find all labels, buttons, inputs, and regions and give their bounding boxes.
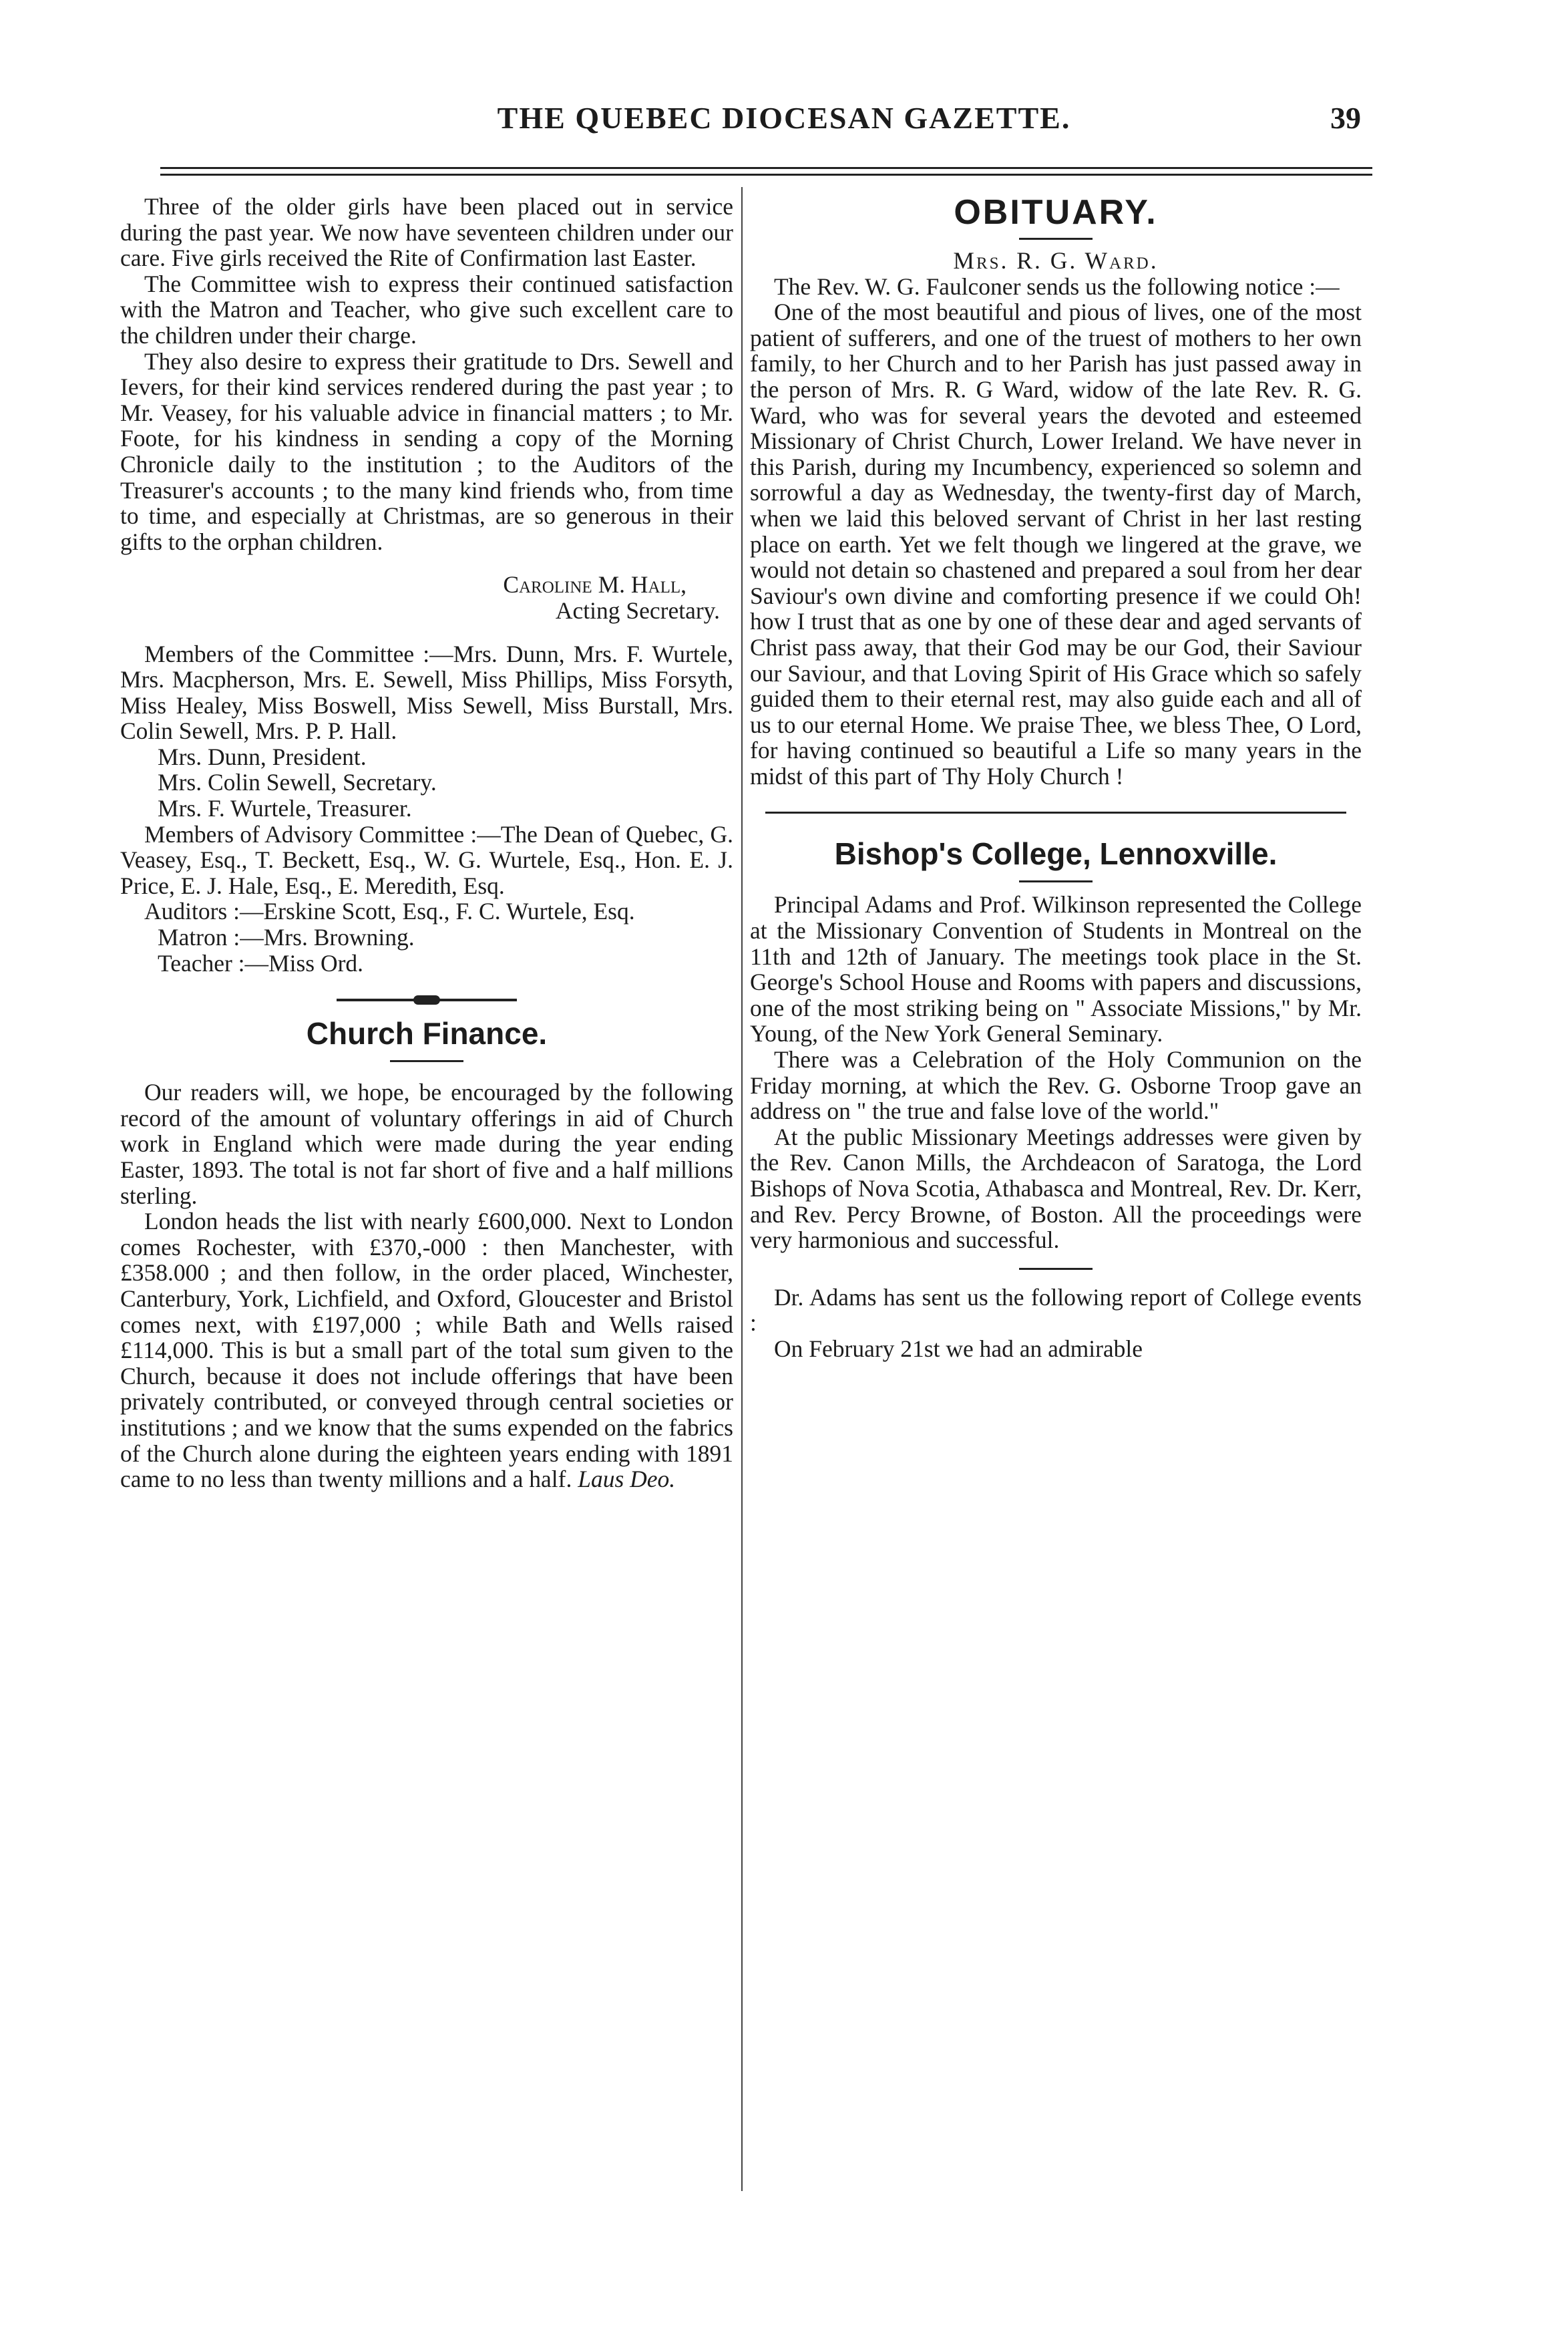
ornamental-rule [337,999,517,1001]
right-column [750,194,1362,1362]
section-rule [390,1060,463,1062]
section-divider [765,812,1346,814]
committee-treasurer: Mrs. F. Wurtele, Treasurer. [158,795,412,822]
college-paragraph-4: Dr. Adams has sent us the following report of College events : [750,1283,1362,1337]
obituary-rule [1019,238,1093,240]
finance-paragraph-2-text: London heads the list with nearly £600,000. Next to London comes Rochester, with £370,-000 : then Manchester, with £358.000 ; and then follow, in the order placed, Winchester, Canterbury, York, Lichfield, and Oxford, Gloucester and Bristol comes next, with £197,000 ; while Bath and Wells raised £114,000. This is but a small part of the total sum given to the Church, because it does not include offerings that have been privately contributed, or conveyed through central societies or institutions ; and we know that the sums expended on the fabrics of the Church alone during the eighteen years ending with 1891 came to no less than twenty millions and a half. [120,1208,733,1493]
laus-deo: Laus Deo. [578,1466,676,1493]
orphanage-paragraph-3: They also desire to express their gratitude to Drs. Sewell and Ievers, for their kind services rendered during the past year ; to Mr. Veasey, for his valuable advice in financial matters ; to Mr. Foote, for his kindness in sending a copy of the Morning Chronicle daily to the institution ; to the Auditors of the Treasurer's accounts ; to the many kind friends who, from time to time, and especially at Christmas, are so generous in their gifts to the orphan children. [120,347,733,555]
college-rule [1019,880,1093,882]
auditors: Auditors :—Erskine Scott, Esq., F. C. Wurtele, Esq. [144,898,635,925]
obituary-notice: One of the most beautiful and pious of lives, one of the most patient of sufferers, and one of the truest of mothers to her own family, to her Church and to her Parish has just passed away in the person of Mrs. R. G Ward, widow of the late Rev. R. G. Ward, who was for several years the devoted and esteemed Missionary of Christ Church, Lower Ireland. We have never in this Parish, during my Incumbency, experienced so solemn and sorrowful a day as Wednesday, the twenty-first day of March, when we laid this beloved servant of Christ in her last resting place on earth. Yet we felt though we lingered at the grave, we would not detain so chastened and prepared a soul from her dear Saviour's own divine and comforting presence if we could Oh! how I trust that as one by one of these dear and aged servants of Christ pass away, that their God may be our God, their Saviour our Saviour, and that Loving Spirit of His Grace which so safely guided them to their eternal rest, may also guide each and all of us to our eternal Home. We praise Thee, we bless Thee, O Lord, for having continued so beautiful a Life so many years in the midst of this part of Thy Holy Church ! [750,299,1362,790]
obituary-intro: The Rev. W. G. Faulconer sends us the following notice :— [774,273,1340,300]
committee-members: Members of the Committee :—Mrs. Dunn, Mrs. F. Wurtele, Mrs. Macpherson, Mrs. E. Sewell, Miss Phillips, Miss Forsyth, Miss Healey, Miss Boswell, Miss Sewell, Miss Burstall, Mrs. Colin Sewell, Mrs. P. P. Hall. [120,640,733,745]
obituary-subject: Mrs. R. G. Ward. [953,247,1159,274]
page-number: 39 [1330,101,1361,135]
church-finance-heading: Church Finance. [306,1016,548,1051]
college-paragraph-3: At the public Missionary Meetings addresses were given by the Rev. Canon Mills, the Archdeacon of Saratoga, the Lord Bishops of Nova Scotia, Athabasca and Montreal, Rev. Dr. Kerr, and Rev. Percy Browne, of Boston. All the proceedings were very harmonious and successful. [750,1123,1362,1254]
left-column [120,194,733,1492]
gazette-title: THE QUEBEC DIOCESAN GAZETTE. [497,101,1071,135]
orphanage-paragraph-2: The Committee wish to express their continued satisfaction with the Matron and Teacher, who give such excellent care to the children under their charge. [120,270,733,349]
college-paragraph-1: Principal Adams and Prof. Wilkinson represented the College at the Missionary Convention of Students in Montreal on the 11th and 12th of January. The meetings took place in the St. George's School House and Rooms with papers and discussions, one of the most striking being on " Associate Missions," by Mr. Young, of the New York General Seminary. [750,891,1362,1047]
signature-title: Acting Secretary. [555,597,720,624]
college-paragraph-2: There was a Celebration of the Holy Communion on the Friday morning, at which the Rev. G. Osborne Troop gave an address on " the true and false love of the world." [750,1046,1362,1125]
signature-name: Caroline M. Hall, [503,571,687,599]
orphanage-paragraph-1: Three of the older girls have been placed out in service during the past year. We now have seventeen children under our care. Five girls received the Rite of Confirmation last Easter. [120,193,733,272]
teacher: Teacher :—Miss Ord. [158,949,364,977]
committee-president: Mrs. Dunn, President. [158,743,367,770]
bishops-college-heading: Bishop's College, Lennoxville. [834,836,1278,872]
advisory-committee: Members of Advisory Committee :—The Dean of Quebec, G. Veasey, Esq., T. Beckett, Esq., W. G. Wurtele, Esq., Hon. E. J. Price, E. J. Hale, Esq., E. Meredith, Esq. [120,820,733,899]
college-paragraph-5: On February 21st we had an admirable [774,1335,1143,1362]
header-rule-bottom [160,174,1372,176]
obituary-heading: OBITUARY. [954,193,1158,232]
committee-secretary: Mrs. Colin Sewell, Secretary. [158,769,437,796]
matron: Matron :—Mrs. Browning. [158,924,415,951]
finance-paragraph-2 [120,1208,733,1492]
header-rule-top [160,167,1372,169]
finance-paragraph-1: Our readers will, we hope, be encouraged by the following record of the amount of voluntary offerings in aid of Church work in England which were made during the year ending Easter, 1893. The total is not far short of five and a half millions sterling. [120,1079,733,1209]
college-rule-2 [1019,1268,1093,1270]
column-divider [741,187,743,2191]
page-header [0,100,1568,147]
